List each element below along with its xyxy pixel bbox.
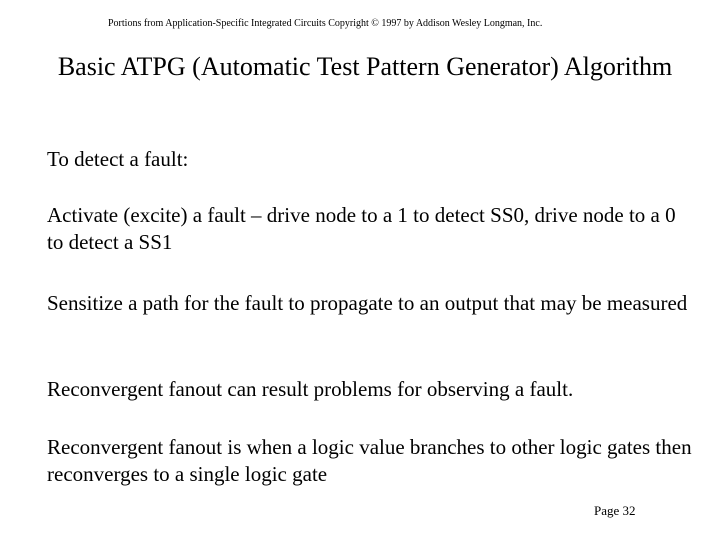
slide-title: Basic ATPG (Automatic Test Pattern Generator) Algorithm (57, 52, 673, 81)
page-number: Page 32 (594, 503, 636, 518)
paragraph-detect-fault: To detect a fault: (47, 147, 189, 171)
paragraph-reconvergent-problem: Reconvergent fanout can result problems for observing a fault. (47, 377, 574, 401)
paragraph-sensitize-path: Sensitize a path for the fault to propagate to an output that may be measured (47, 291, 688, 315)
paragraph-activate-fault: Activate (excite) a fault – drive node to a 1 to detect SS0, drive node to a 0 to detect a SS1 (47, 203, 676, 254)
paragraph-reconvergent-definition: Reconvergent fanout is when a logic value branches to other logic gates then reconverges to a single logic gate (47, 435, 692, 486)
copyright-notice: Portions from Application-Specific Integrated Circuits Copyright © 1997 by Addison Wesley Longman, Inc. (108, 18, 543, 29)
